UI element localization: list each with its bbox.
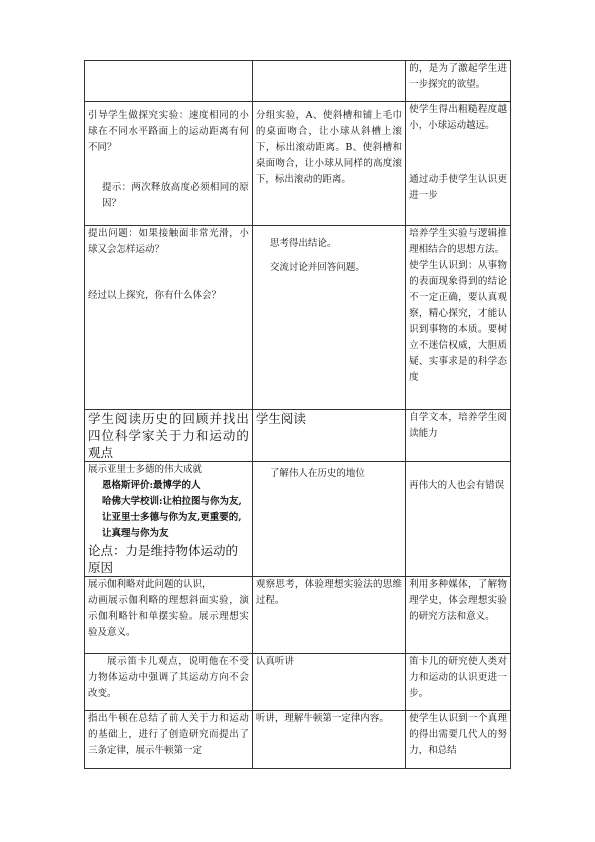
- design-intent-cell: [406, 226, 511, 410]
- cell-text: 再伟大的人也会有错误: [409, 480, 505, 491]
- student-activity-cell: [252, 226, 405, 410]
- cell-text: 学生阅读历史的回顾并找出四位科学家关于力和运动的观点: [88, 411, 249, 460]
- design-intent-cell: [406, 102, 511, 226]
- teacher-activity-cell: [85, 711, 253, 769]
- teacher-activity-cell: [85, 410, 253, 462]
- cell-text: 的，是为了激起学生进一步探究的欲望。: [409, 63, 507, 90]
- student-activity-cell: [252, 577, 405, 654]
- student-activity-cell: [252, 711, 405, 769]
- design-intent-cell: [406, 462, 511, 577]
- design-intent-cell: [406, 711, 511, 769]
- table-row: [85, 654, 511, 711]
- student-activity-cell: [252, 410, 405, 462]
- cell-text: 交流讨论并回答问题。: [269, 262, 365, 273]
- table-row: [85, 226, 511, 410]
- cell-text: 论点：力是维持物体运动的原因: [88, 543, 239, 575]
- design-intent-cell: [406, 654, 511, 711]
- cell-text: 提示：两次释放高度必须相同的原因？: [102, 182, 249, 209]
- cell-text: 展示伽利略对此问题的认识，: [88, 579, 212, 590]
- student-activity-cell: [252, 61, 405, 102]
- student-activity-cell: [252, 102, 405, 226]
- table-row: [85, 61, 511, 102]
- table-row: [85, 102, 511, 226]
- design-intent-cell: [406, 61, 511, 102]
- cell-text: 利用多种媒体，了解物理学史，体会理想实验的研究方法和意义。: [409, 579, 507, 622]
- cell-text: 使学生得出粗糙程度越小，小球运动越远。: [409, 104, 507, 131]
- cell-text: 自学文本，培养学生阅读能力: [409, 412, 507, 439]
- teacher-activity-cell: [85, 102, 253, 226]
- cell-text: 展示亚里士多德的伟大成就: [88, 464, 203, 475]
- student-activity-cell: [252, 462, 405, 577]
- design-intent-cell: [406, 577, 511, 654]
- design-intent-cell: [406, 410, 511, 462]
- cell-text: 学生阅读: [255, 411, 306, 426]
- cell-text: 经过以上探究，你有什么体会？: [88, 290, 222, 301]
- cell-text: 恩格斯评价:最博学的人: [102, 480, 201, 491]
- cell-text: 通过动手使学生认识更进一步: [409, 174, 507, 201]
- cell-text: 提出问题：如果接触面非常光滑，小球又会怎样运动？: [88, 228, 249, 255]
- table-row: [85, 462, 511, 577]
- student-activity-cell: [252, 654, 405, 711]
- cell-text: 听讲，理解牛顿第一定律内容。: [255, 713, 389, 724]
- cell-text: 动画展示伽利略的理想斜面实验，演示伽利略针和单摆实验。展示理想实验及意义。: [88, 595, 249, 638]
- cell-text: 哈佛大学校训:让柏拉图与你为友,让亚里士多德与你为友,更重要的,让真理与你为友: [102, 496, 242, 539]
- cell-text: 了解伟人在历史的地位: [269, 468, 365, 479]
- cell-text: 引导学生做探究实验：速度相同的小球在不同水平路面上的运动距离有何不同？: [88, 110, 249, 153]
- teacher-activity-cell: [85, 462, 253, 577]
- cell-text: 思考得出结论。: [269, 238, 337, 249]
- teacher-activity-cell: [85, 577, 253, 654]
- cell-text: 培养学生实验与逻辑推理相结合的思想方法。: [409, 228, 507, 255]
- cell-text: 笛卡儿的研究使人类对力和运动的认识更进一步。: [409, 656, 507, 699]
- lesson-plan-table: [84, 60, 511, 769]
- cell-text: 使学生认识到：从事物的表面现象得到的结论不一定正确，要认真观察，精心探究，才能认识到事物的本质。要树立不迷信权威，大胆质疑、实事求是的科学态度: [409, 260, 507, 383]
- cell-text: 观察思考，体验理想实验法的思维过程。: [255, 579, 403, 606]
- teacher-activity-cell: [85, 61, 253, 102]
- cell-text: 分组实验，A、使斜槽和铺上毛巾的桌面吻合，让小球从斜槽上滚下，标出滚动距离。B、使斜槽和桌面吻合，让小球从同样的高度滚下，标出滚动的距离。: [255, 110, 403, 185]
- teacher-activity-cell: [85, 226, 253, 410]
- cell-text: 展示笛卡儿观点，说明他在不受力物体运动中强调了其运动方向不会改变。: [88, 656, 249, 699]
- table-row: [85, 410, 511, 462]
- cell-text: 使学生认识到一个真理的得出需要几代人的努力，和总结: [409, 713, 507, 756]
- table-row: [85, 711, 511, 769]
- teacher-activity-cell: [85, 654, 253, 711]
- table-row: [85, 577, 511, 654]
- cell-text: 指出牛顿在总结了前人关于力和运动的基础上，进行了创造研究而提出了三条定律，展示牛顿第一定: [88, 713, 249, 756]
- cell-text: 认真听讲: [255, 656, 294, 667]
